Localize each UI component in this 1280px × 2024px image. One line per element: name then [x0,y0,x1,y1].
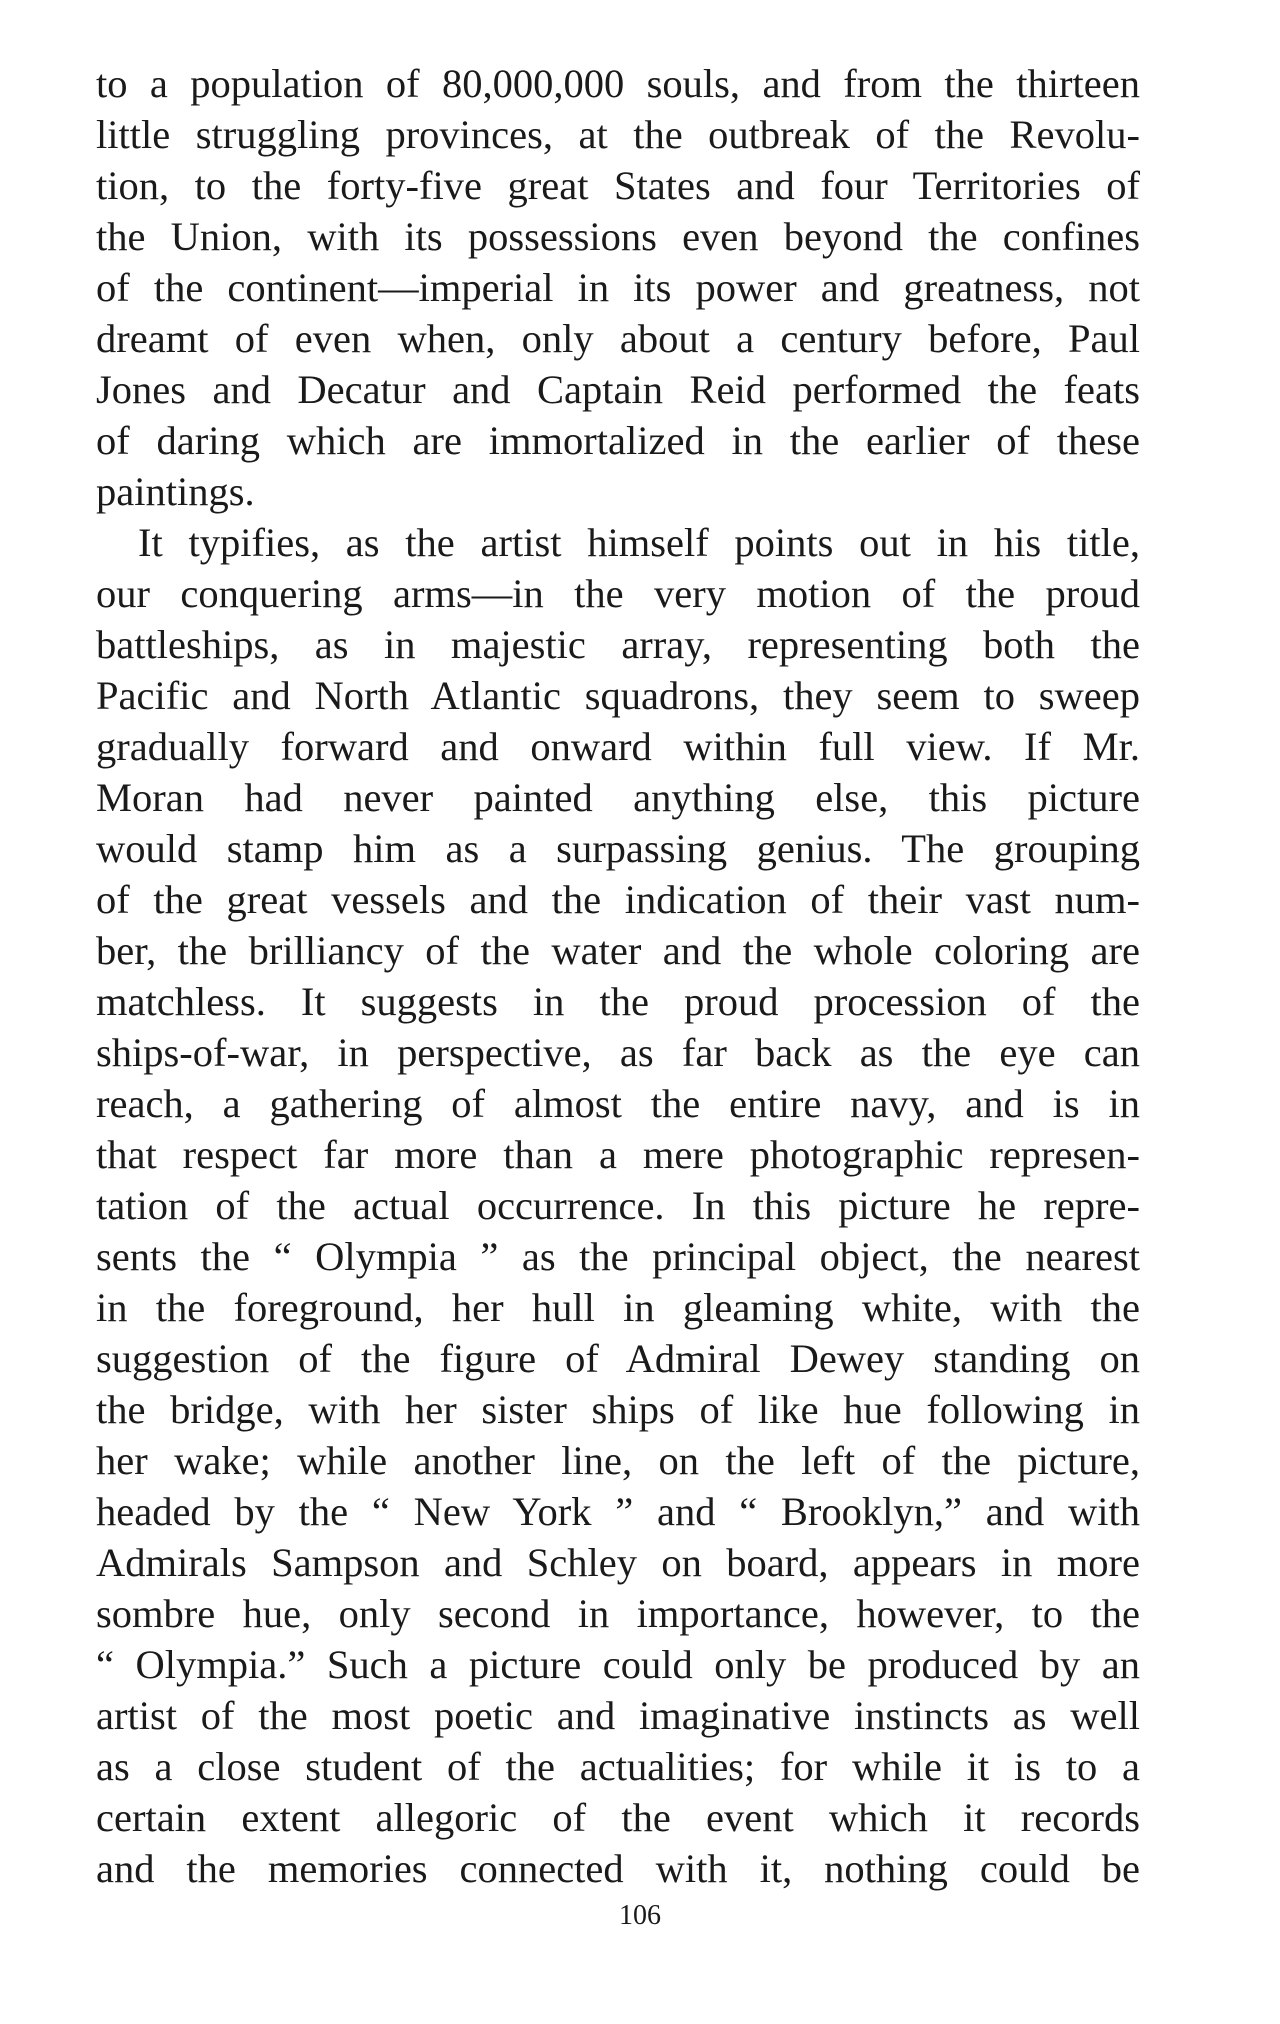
text-line: that respect far more than a mere photographic represen- [96,1132,1140,1177]
text-line: the bridge, with her sister ships of like hue following in [96,1387,1140,1432]
text-line: as a close student of the actualities; for while it is to a [96,1744,1140,1789]
text-line: of the great vessels and the indication of their vast num- [96,877,1140,922]
text-line: and the memories connected with it, nothing could be [96,1846,1140,1891]
text-line: “ Olympia.” Such a picture could only be produced by an [96,1642,1140,1687]
page-number: 106 [619,1900,661,1931]
text-line: Pacific and North Atlantic squadrons, they seem to sweep [96,673,1140,718]
text-line: to a population of 80,000,000 souls, and from the thirteen [96,61,1140,106]
text-line: our conquering arms—in the very motion of the proud [96,571,1140,616]
text-line: sents the “ Olympia ” as the principal object, the nearest [96,1234,1140,1279]
text-line: Admirals Sampson and Schley on board, appears in more [96,1540,1140,1585]
paragraph [96,58,1140,517]
text-line: tion, to the forty-five great States and four Territories of [96,163,1140,208]
text-line: sombre hue, only second in importance, however, to the [96,1591,1140,1636]
text-line: ships-of-war, in perspective, as far back as the eye can [96,1030,1140,1075]
text-line: little struggling provinces, at the outbreak of the Revolu- [96,112,1140,157]
text-line: ber, the brilliancy of the water and the whole coloring are [96,928,1140,973]
text-line: of daring which are immortalized in the earlier of these [96,418,1140,463]
text-line: the Union, with its possessions even beyond the confines [96,214,1140,259]
text-line: tation of the actual occurrence. In this picture he repre- [96,1183,1140,1228]
paragraph [96,517,1140,1894]
text-line: Moran had never painted anything else, this picture [96,775,1140,820]
text-line: would stamp him as a surpassing genius. The grouping [96,826,1140,871]
text-line: battleships, as in majestic array, representing both the [96,622,1140,667]
text-line: It typifies, as the artist himself points out in his title, [138,520,1140,565]
text-line: reach, a gathering of almost the entire navy, and is in [96,1081,1140,1126]
text-line: gradually forward and onward within full view. If Mr. [96,724,1140,769]
page-body [96,58,1140,1894]
text-line: dreamt of even when, only about a century before, Paul [96,316,1140,361]
text-line: of the continent—imperial in its power and greatness, not [96,265,1140,310]
text-line: paintings. [96,469,255,514]
text-line: Jones and Decatur and Captain Reid performed the feats [96,367,1140,412]
text-line: suggestion of the figure of Admiral Dewey standing on [96,1336,1140,1381]
text-line: her wake; while another line, on the left of the picture, [96,1438,1140,1483]
text-line: in the foreground, her hull in gleaming white, with the [96,1285,1140,1330]
text-line: artist of the most poetic and imaginative instincts as well [96,1693,1140,1738]
text-line: certain extent allegoric of the event which it records [96,1795,1140,1840]
text-line: matchless. It suggests in the proud procession of the [96,979,1140,1024]
text-line: headed by the “ New York ” and “ Brooklyn,” and with [96,1489,1140,1534]
